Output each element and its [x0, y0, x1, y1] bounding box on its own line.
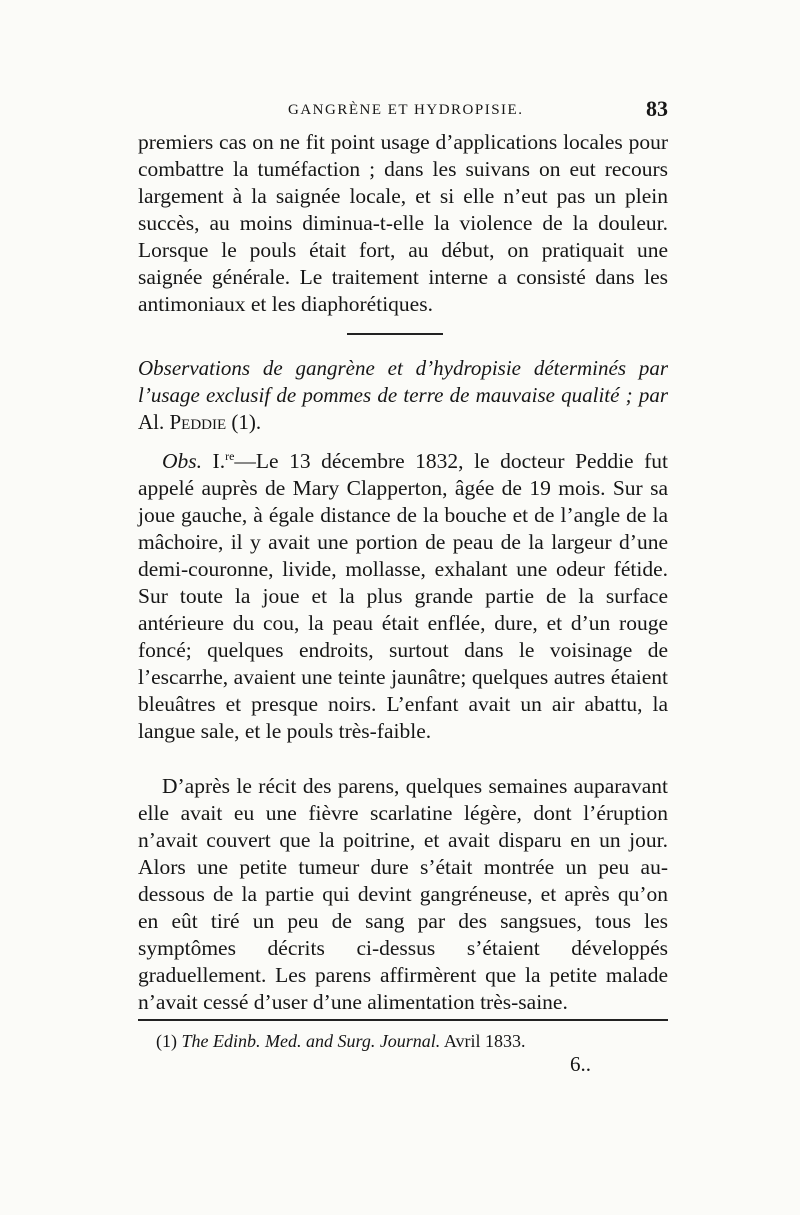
paragraph-1-text: premiers cas on ne fit point usage d’applications locales pour combattre la tuméfaction ; dans les suivans on eut recours largement à la saignée locale, et si elle n’eut pas un plein succès, au moins diminua-t-elle la violence de la douleur. Lorsque le pouls était fort, au début, on pratiquait une saignée générale. Le traitement interne a consisté dans les antimoniaux et les diaphorétiques.	[138, 130, 668, 316]
observation-label: Obs.	[162, 449, 203, 473]
running-title: GANGRÈNE ET HYDROPISIE.	[288, 102, 524, 118]
section-title-text: Observations de gangrène et d’hydropisie déterminés par l’usage exclusif de pommes de terre de mauvaise qualité ; par	[138, 356, 668, 407]
printer-signature: 6..	[570, 1052, 591, 1076]
paragraph-continuation	[138, 129, 668, 318]
author-prefix: Al.	[138, 410, 165, 434]
footnote-divider	[138, 1019, 668, 1021]
footnote-marker: (1)	[156, 1031, 177, 1051]
observation-paragraph-1-text: —Le 13 décembre 1832, le docteur Peddie fut appelé auprès de Mary Clapperton, âgée de 19 mois. Sur sa joue gauche, à égale distance de la bouche et de l’angle de la mâchoire, il y avait une portion de peau de la largeur d’une demi-couronne, livide, mollasse, exhalant une odeur fétide. Sur toute la joue et la plus grande partie de la surface antérieure du cou, la peau était enflée, dure, et d’un rouge foncé; quelques endroits, surtout dans le voisinage de l’escarrhe, avaient une teinte jaunâtre; quelques autres étaient bleuâtres et presque noirs. L’enfant avait un air abattu, la langue sale, et le pouls très-faible.	[138, 449, 668, 743]
author-name: Peddie	[169, 410, 227, 434]
footnote	[156, 1030, 656, 1052]
footnote-reference: (1).	[231, 410, 262, 434]
page-header	[138, 96, 668, 126]
section-divider	[347, 333, 443, 335]
page-number: 83	[646, 96, 668, 121]
observation-number: I.	[212, 449, 226, 473]
observation-number-superscript: re	[225, 449, 235, 463]
observation-paragraph-2-text: D’après le récit des parens, quelques semaines auparavant elle avait eu une fièvre scarlatine légère, dont l’éruption n’avait couvert que la poitrine, et avait disparu en un jour. Alors une petite tumeur dure s’était montrée un peu au-dessous de la partie qui devint gangréneuse, et après qu’on en eût tiré un peu de sang par des sangsues, tous les symptômes décrits ci-dessus s’étaient développés graduellement. Les parens affirmèrent que la petite malade n’avait cessé d’user d’une alimentation très-saine.	[138, 774, 668, 1014]
observation-paragraph-2	[138, 773, 668, 1016]
section-title	[138, 355, 668, 436]
footnote-journal: The Edinb. Med. and Surg. Journal.	[181, 1031, 441, 1051]
footnote-date: Avril 1833.	[443, 1031, 526, 1051]
observation-paragraph-1	[138, 448, 668, 745]
